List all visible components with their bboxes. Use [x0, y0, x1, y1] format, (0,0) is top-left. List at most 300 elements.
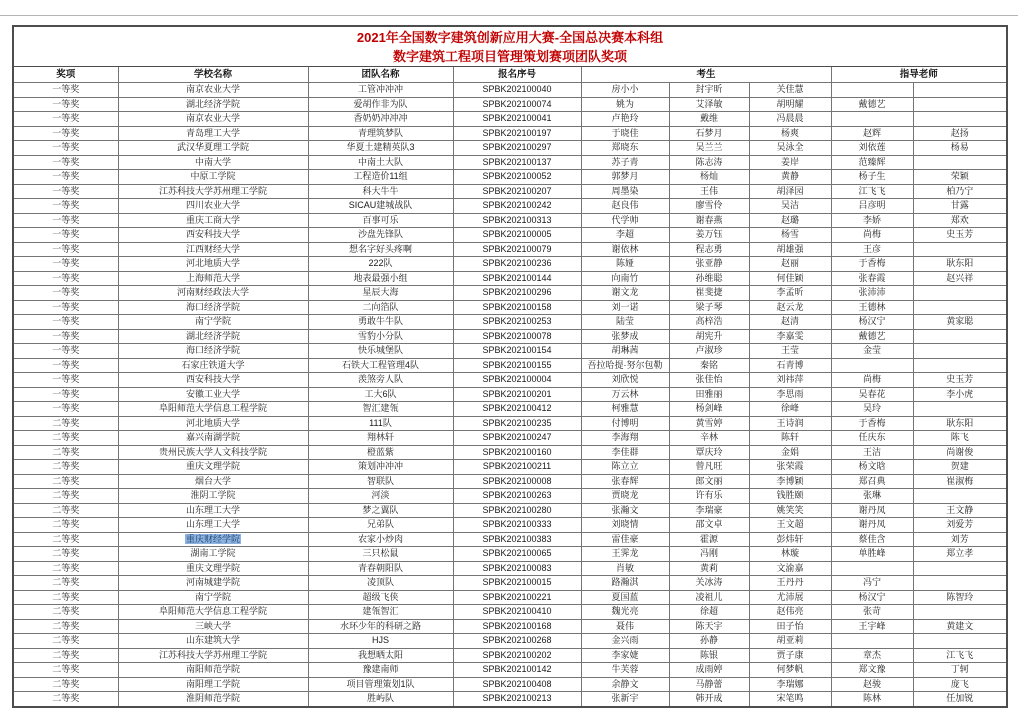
candidate-cell: 李孟昕 [749, 286, 831, 301]
team-cell: 策划冲冲冲 [308, 460, 453, 475]
advisor-cell: 郑立孝 [913, 547, 1007, 562]
advisor-cell [831, 634, 913, 649]
advisor-cell: 吴玲 [831, 402, 913, 417]
advisor-cell: 戴德艺 [831, 329, 913, 344]
advisor-cell [831, 112, 913, 127]
school-cell: 西安科技大学 [118, 228, 308, 243]
advisor-cell: 江飞飞 [913, 648, 1007, 663]
awards-table [12, 25, 1008, 708]
table-row [13, 184, 1007, 199]
reg-cell: SPBK202100008 [453, 474, 581, 489]
award-cell: 二等奖 [13, 677, 118, 692]
candidate-cell: 何佳颖 [749, 271, 831, 286]
candidate-cell: 何梦帆 [749, 663, 831, 678]
award-cell: 一等奖 [13, 170, 118, 185]
advisor-cell: 张苛 [831, 605, 913, 620]
table-row [13, 83, 1007, 98]
advisor-cell: 李小虎 [913, 387, 1007, 402]
award-cell: 一等奖 [13, 387, 118, 402]
advisor-cell [913, 329, 1007, 344]
table-row [13, 532, 1007, 547]
reg-cell: SPBK202100158 [453, 300, 581, 315]
candidate-cell: 霍源 [669, 532, 749, 547]
reg-cell: SPBK202100168 [453, 619, 581, 634]
candidate-cell: 陈娅 [581, 257, 669, 272]
reg-cell: SPBK202100383 [453, 532, 581, 547]
candidate-cell: 姜万钰 [669, 228, 749, 243]
candidate-cell: 卢淑珍 [669, 344, 749, 359]
school-cell: 河北地质大学 [118, 257, 308, 272]
candidate-cell: 李瑞豪 [669, 503, 749, 518]
advisor-cell: 章杰 [831, 648, 913, 663]
school-cell: 江苏科技大学苏州理工学院 [118, 184, 308, 199]
candidate-cell: 李佳群 [581, 445, 669, 460]
award-cell: 二等奖 [13, 503, 118, 518]
award-cell: 二等奖 [13, 561, 118, 576]
team-cell: 项目管理策划1队 [308, 677, 453, 692]
award-cell: 一等奖 [13, 300, 118, 315]
advisor-cell: 崔淑梅 [913, 474, 1007, 489]
candidate-cell: 张瀚文 [581, 503, 669, 518]
school-cell: 阜阳师范大学信息工程学院 [118, 402, 308, 417]
reg-cell: SPBK202100268 [453, 634, 581, 649]
team-cell: 三只松鼠 [308, 547, 453, 562]
candidate-cell: 代学帅 [581, 213, 669, 228]
award-cell: 二等奖 [13, 590, 118, 605]
award-cell: 二等奖 [13, 474, 118, 489]
team-cell: SICAU建城战队 [308, 199, 453, 214]
team-cell: 111队 [308, 416, 453, 431]
school-cell: 河北地质大学 [118, 416, 308, 431]
reg-cell: SPBK202100263 [453, 489, 581, 504]
advisor-cell: 王宇峰 [831, 619, 913, 634]
school-cell: 重庆工商大学 [118, 213, 308, 228]
candidate-cell: 聂伟 [581, 619, 669, 634]
team-cell: 222队 [308, 257, 453, 272]
advisor-cell: 赵扬 [913, 126, 1007, 141]
candidate-cell: 陈立立 [581, 460, 669, 475]
candidate-cell: 谢文龙 [581, 286, 669, 301]
candidate-cell: 胡琳茜 [581, 344, 669, 359]
reg-cell: SPBK202100142 [453, 663, 581, 678]
candidate-cell: 马静蕾 [669, 677, 749, 692]
team-cell: 青春朝阳队 [308, 561, 453, 576]
candidate-cell: 余静文 [581, 677, 669, 692]
reg-cell: SPBK202100041 [453, 112, 581, 127]
candidate-cell: 郭梦月 [581, 170, 669, 185]
header-school: 学校名称 [118, 67, 308, 83]
award-cell: 二等奖 [13, 416, 118, 431]
school-cell [118, 532, 308, 547]
award-cell: 二等奖 [13, 663, 118, 678]
candidate-cell: 林璇 [749, 547, 831, 562]
advisor-cell: 戴德艺 [831, 97, 913, 112]
award-cell: 二等奖 [13, 692, 118, 707]
award-cell: 一等奖 [13, 402, 118, 417]
school-cell: 四川农业大学 [118, 199, 308, 214]
reg-cell: SPBK202100004 [453, 373, 581, 388]
award-cell: 二等奖 [13, 605, 118, 620]
advisor-cell [913, 83, 1007, 98]
reg-cell: SPBK202100211 [453, 460, 581, 475]
award-cell: 一等奖 [13, 141, 118, 156]
candidate-cell: 路瀚淇 [581, 576, 669, 591]
team-cell: 二向箔队 [308, 300, 453, 315]
candidate-cell: 石青博 [749, 358, 831, 373]
team-cell: 兄弟队 [308, 518, 453, 533]
candidate-cell: 许有乐 [669, 489, 749, 504]
school-cell: 中南大学 [118, 155, 308, 170]
reg-cell: SPBK202100154 [453, 344, 581, 359]
school-cell: 武汉华夏理工学院 [118, 141, 308, 156]
advisor-cell: 赵骏 [831, 677, 913, 692]
team-cell: 雪豹小分队 [308, 329, 453, 344]
table-row [13, 518, 1007, 533]
table-row [13, 199, 1007, 214]
candidate-cell: 刘祎萍 [749, 373, 831, 388]
candidate-cell: 杨剑峰 [669, 402, 749, 417]
school-cell: 河南城建学院 [118, 576, 308, 591]
header-row [13, 67, 1007, 83]
table-row [13, 112, 1007, 127]
award-cell: 二等奖 [13, 634, 118, 649]
reg-cell: SPBK202100253 [453, 315, 581, 330]
header-reg-no: 报名序号 [453, 67, 581, 83]
team-cell: 星辰大海 [308, 286, 453, 301]
award-cell: 一等奖 [13, 199, 118, 214]
reg-cell: SPBK202100137 [453, 155, 581, 170]
candidate-cell: 肖敏 [581, 561, 669, 576]
candidate-cell: 黄莉 [669, 561, 749, 576]
advisor-cell: 黄家聪 [913, 315, 1007, 330]
advisor-cell [913, 242, 1007, 257]
advisor-cell [913, 561, 1007, 576]
school-cell: 淮阴工学院 [118, 489, 308, 504]
reg-cell: SPBK202100280 [453, 503, 581, 518]
reg-cell: SPBK202100235 [453, 416, 581, 431]
team-cell: 超级飞侠 [308, 590, 453, 605]
award-cell: 一等奖 [13, 286, 118, 301]
advisor-cell: 任庆东 [831, 431, 913, 446]
candidate-cell: 张新宇 [581, 692, 669, 707]
candidate-cell: 李博颖 [749, 474, 831, 489]
advisor-cell: 刘爱芳 [913, 518, 1007, 533]
team-cell: 河淡 [308, 489, 453, 504]
candidate-cell: 彭炜轩 [749, 532, 831, 547]
award-cell: 一等奖 [13, 344, 118, 359]
advisor-cell: 赵兴祥 [913, 271, 1007, 286]
advisor-cell: 杨汉宁 [831, 590, 913, 605]
candidate-cell: 冯刚 [669, 547, 749, 562]
award-cell: 二等奖 [13, 619, 118, 634]
advisor-cell: 耿东阳 [913, 257, 1007, 272]
candidate-cell: 凌祖儿 [669, 590, 749, 605]
advisor-cell [913, 402, 1007, 417]
candidate-cell: 田子怡 [749, 619, 831, 634]
school-cell: 南阳理工学院 [118, 677, 308, 692]
award-cell: 一等奖 [13, 112, 118, 127]
candidate-cell: 程志勇 [669, 242, 749, 257]
table-row [13, 648, 1007, 663]
advisor-cell: 张琳 [831, 489, 913, 504]
advisor-cell: 贺建 [913, 460, 1007, 475]
reg-cell: SPBK202100079 [453, 242, 581, 257]
reg-cell: SPBK202100333 [453, 518, 581, 533]
award-cell: 一等奖 [13, 329, 118, 344]
title-line-2: 数字建筑工程项目管理策划赛项团队奖项 [393, 48, 628, 64]
candidate-cell: 徐超 [669, 605, 749, 620]
table-row [13, 126, 1007, 141]
candidate-cell: 刘欣悦 [581, 373, 669, 388]
school-cell: 重庆文理学院 [118, 460, 308, 475]
school-cell: 烟台大学 [118, 474, 308, 489]
candidate-cell: 金娟 [749, 445, 831, 460]
award-cell: 一等奖 [13, 228, 118, 243]
advisor-cell: 王洁 [831, 445, 913, 460]
candidate-cell: 李海翔 [581, 431, 669, 446]
table-row [13, 663, 1007, 678]
title-line-1: 2021年全国数字建筑创新应用大赛-全国总决赛本科组 [356, 29, 664, 45]
advisor-cell: 蔡佳含 [831, 532, 913, 547]
reg-cell: SPBK202100078 [453, 329, 581, 344]
candidate-cell: 徐峰 [749, 402, 831, 417]
table-row [13, 170, 1007, 185]
table-row [13, 286, 1007, 301]
award-cell: 一等奖 [13, 271, 118, 286]
school-cell: 安徽工业大学 [118, 387, 308, 402]
reg-cell: SPBK202100242 [453, 199, 581, 214]
reg-cell: SPBK202100065 [453, 547, 581, 562]
candidate-cell: 姚笑笑 [749, 503, 831, 518]
candidate-cell: 雷佳豪 [581, 532, 669, 547]
school-cell: 南宁学院 [118, 315, 308, 330]
candidate-cell: 赵伟亮 [749, 605, 831, 620]
award-cell: 二等奖 [13, 532, 118, 547]
team-cell: 翔林轩 [308, 431, 453, 446]
advisor-cell: 尚谢俊 [913, 445, 1007, 460]
team-cell: 石铁大工程管理4队 [308, 358, 453, 373]
candidate-cell: 杨爽 [749, 126, 831, 141]
table-row [13, 155, 1007, 170]
reg-cell: SPBK202100213 [453, 692, 581, 707]
table-row [13, 141, 1007, 156]
table-row [13, 344, 1007, 359]
candidate-cell: 房小小 [581, 83, 669, 98]
candidate-cell: 冯晨晨 [749, 112, 831, 127]
team-cell: 橙蓝紫 [308, 445, 453, 460]
school-cell: 中原工学院 [118, 170, 308, 185]
reg-cell: SPBK202100083 [453, 561, 581, 576]
candidate-cell: 谢依林 [581, 242, 669, 257]
candidate-cell: 辛林 [669, 431, 749, 446]
table-row [13, 503, 1007, 518]
advisor-cell: 杨汉宁 [831, 315, 913, 330]
advisor-cell [913, 300, 1007, 315]
advisor-cell: 甘露 [913, 199, 1007, 214]
candidate-cell: 李超 [581, 228, 669, 243]
school-cell: 石家庄铁道大学 [118, 358, 308, 373]
team-cell: 青理筑梦队 [308, 126, 453, 141]
candidate-cell: 王诗润 [749, 416, 831, 431]
award-cell: 二等奖 [13, 460, 118, 475]
candidate-cell: 成雨婷 [669, 663, 749, 678]
award-cell: 二等奖 [13, 518, 118, 533]
reg-cell: SPBK202100408 [453, 677, 581, 692]
advisor-cell: 尚梅 [831, 228, 913, 243]
table-row [13, 271, 1007, 286]
team-cell: 梦之翼队 [308, 503, 453, 518]
team-cell: 豫建南师 [308, 663, 453, 678]
team-cell: 想名字好头疼啊 [308, 242, 453, 257]
reg-cell: SPBK202100005 [453, 228, 581, 243]
team-cell: 沙盘先锋队 [308, 228, 453, 243]
table-row [13, 576, 1007, 591]
advisor-cell: 杨易 [913, 141, 1007, 156]
advisor-cell [913, 634, 1007, 649]
page-top-rule [0, 15, 1018, 16]
candidate-cell: 付博明 [581, 416, 669, 431]
team-cell: 工程造价11组 [308, 170, 453, 185]
reg-cell: SPBK202100236 [453, 257, 581, 272]
candidate-cell: 李嘉雯 [749, 329, 831, 344]
advisor-cell: 吴春花 [831, 387, 913, 402]
team-cell: 建瓴智汇 [308, 605, 453, 620]
school-cell: 阜阳师范大学信息工程学院 [118, 605, 308, 620]
candidate-cell: 刘一诺 [581, 300, 669, 315]
team-cell: 香奶奶冲冲冲 [308, 112, 453, 127]
advisor-cell: 耿东阳 [913, 416, 1007, 431]
school-cell: 河南财经政法大学 [118, 286, 308, 301]
advisor-cell: 郑欢 [913, 213, 1007, 228]
reg-cell: SPBK202100144 [453, 271, 581, 286]
candidate-cell: 艾泽敏 [669, 97, 749, 112]
award-cell: 二等奖 [13, 648, 118, 663]
advisor-cell: 刘芳 [913, 532, 1007, 547]
candidate-cell: 孙维聪 [669, 271, 749, 286]
candidate-cell: 姚为 [581, 97, 669, 112]
reg-cell: SPBK202100410 [453, 605, 581, 620]
candidate-cell: 尤沛展 [749, 590, 831, 605]
reg-cell: SPBK202100202 [453, 648, 581, 663]
advisor-cell: 王文静 [913, 503, 1007, 518]
candidate-cell: 钱胜颐 [749, 489, 831, 504]
candidate-cell: 杨灿 [669, 170, 749, 185]
candidate-cell: 张亚静 [669, 257, 749, 272]
table-row [13, 474, 1007, 489]
table-row [13, 634, 1007, 649]
team-cell: 胜屿队 [308, 692, 453, 707]
reg-cell: SPBK202100160 [453, 445, 581, 460]
table-row [13, 547, 1007, 562]
candidate-cell: 陆莹 [581, 315, 669, 330]
candidate-cell: 陈志涛 [669, 155, 749, 170]
candidate-cell: 赵璐 [749, 213, 831, 228]
school-cell: 南京农业大学 [118, 112, 308, 127]
candidate-cell: 黄静 [749, 170, 831, 185]
school-cell: 南阳师范学院 [118, 663, 308, 678]
school-cell: 海口经济学院 [118, 300, 308, 315]
candidate-cell: 王莹 [749, 344, 831, 359]
table-row [13, 489, 1007, 504]
candidate-cell: 于晓佳 [581, 126, 669, 141]
school-cell: 山东理工大学 [118, 518, 308, 533]
candidate-cell: 陈银 [669, 648, 749, 663]
candidate-cell: 赵良伟 [581, 199, 669, 214]
header-team: 团队名称 [308, 67, 453, 83]
advisor-cell: 史玉芳 [913, 228, 1007, 243]
award-cell: 一等奖 [13, 126, 118, 141]
candidate-cell: 邵文卓 [669, 518, 749, 533]
table-row [13, 387, 1007, 402]
reg-cell: SPBK202100201 [453, 387, 581, 402]
candidate-cell: 贾子康 [749, 648, 831, 663]
candidate-cell: 李瑞娜 [749, 677, 831, 692]
award-cell: 二等奖 [13, 576, 118, 591]
candidate-cell: 张春辉 [581, 474, 669, 489]
candidate-cell: 关佳慧 [749, 83, 831, 98]
award-cell: 一等奖 [13, 373, 118, 388]
advisor-cell [831, 358, 913, 373]
award-cell: 一等奖 [13, 242, 118, 257]
advisor-cell: 丁轲 [913, 663, 1007, 678]
candidate-cell: 崔斐捷 [669, 286, 749, 301]
candidate-cell: 田雅丽 [669, 387, 749, 402]
candidate-cell: 赵清 [749, 315, 831, 330]
table-row [13, 300, 1007, 315]
advisor-cell: 金莹 [831, 344, 913, 359]
team-cell: 科大牛牛 [308, 184, 453, 199]
table-row [13, 561, 1007, 576]
advisor-cell: 杨文晗 [831, 460, 913, 475]
advisor-cell: 庞飞 [913, 677, 1007, 692]
advisor-cell: 郑文豫 [831, 663, 913, 678]
advisor-cell: 王彦 [831, 242, 913, 257]
table-row [13, 445, 1007, 460]
advisor-cell: 吕彦明 [831, 199, 913, 214]
header-award: 奖项 [13, 67, 118, 83]
team-cell: 我想晒太阳 [308, 648, 453, 663]
advisor-cell [913, 358, 1007, 373]
team-cell: 快乐城堡队 [308, 344, 453, 359]
reg-cell: SPBK202100015 [453, 576, 581, 591]
advisor-cell: 冯宁 [831, 576, 913, 591]
candidate-cell: 胡雄强 [749, 242, 831, 257]
team-cell: 农家小炒肉 [308, 532, 453, 547]
table-row [13, 213, 1007, 228]
candidate-cell: 覃庆玲 [669, 445, 749, 460]
advisor-cell: 赵辉 [831, 126, 913, 141]
advisor-cell: 于香梅 [831, 257, 913, 272]
candidate-cell: 向南竹 [581, 271, 669, 286]
school-cell: 淮阴师范学院 [118, 692, 308, 707]
reg-cell: SPBK202100412 [453, 402, 581, 417]
school-cell: 三峡大学 [118, 619, 308, 634]
advisor-cell: 李娇 [831, 213, 913, 228]
team-cell: 凌顶队 [308, 576, 453, 591]
candidate-cell: 郎文丽 [669, 474, 749, 489]
team-cell: 羡煞旁人队 [308, 373, 453, 388]
school-cell: 山东理工大学 [118, 503, 308, 518]
advisor-cell: 郑召典 [831, 474, 913, 489]
candidate-cell: 王文超 [749, 518, 831, 533]
table-row [13, 358, 1007, 373]
candidate-cell: 金兴雨 [581, 634, 669, 649]
award-cell: 一等奖 [13, 83, 118, 98]
advisor-cell [831, 561, 913, 576]
table-row [13, 329, 1007, 344]
candidate-cell: 秦铭 [669, 358, 749, 373]
reg-cell: SPBK202100052 [453, 170, 581, 185]
